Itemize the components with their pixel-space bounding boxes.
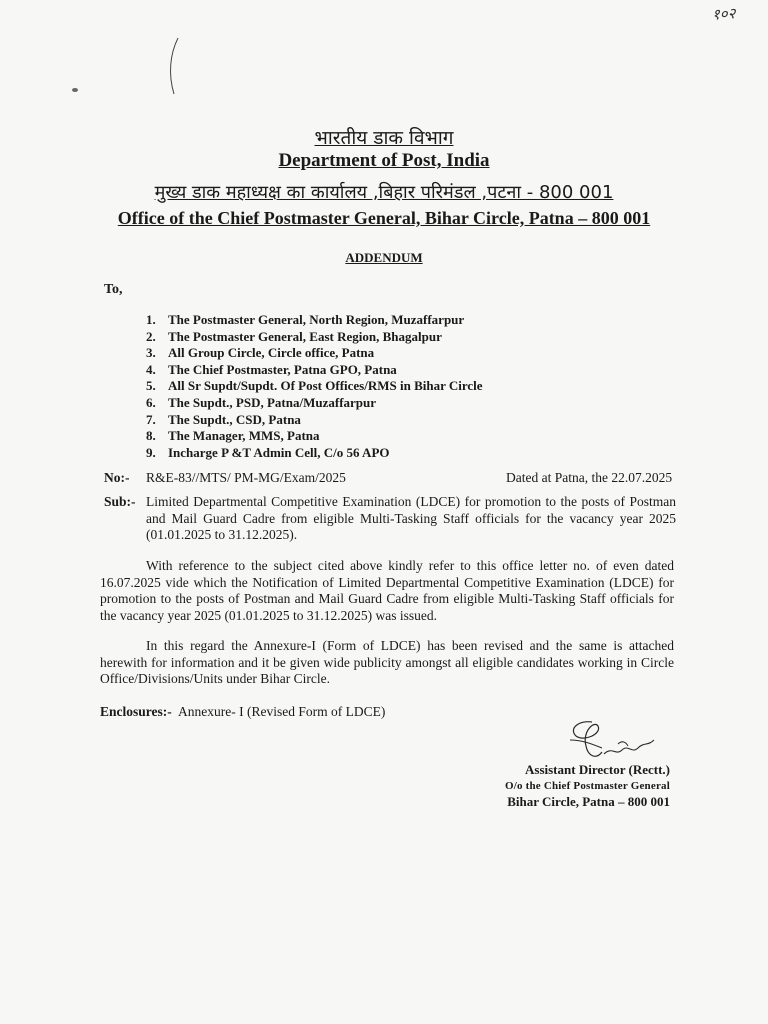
list-item-number: 7. xyxy=(146,411,156,427)
list-item-number: 1. xyxy=(146,312,156,327)
to-label: To, xyxy=(104,282,123,297)
list-item-text: The Supdt., CSD, Patna xyxy=(168,411,301,427)
list-item-text: The Postmaster General, East Region, Bhagalpur xyxy=(168,328,442,344)
dated-line: Dated at Patna, the 22.07.2025 xyxy=(506,470,673,485)
list-item-text: Incharge P &T Admin Cell, C/o 56 APO xyxy=(168,444,390,460)
recipient-list xyxy=(146,312,483,461)
list-item-number: 3. xyxy=(146,345,156,361)
list-item xyxy=(146,312,483,329)
english-office-heading: Office of the Chief Postmaster General, Bihar Circle, Patna – 800 001 xyxy=(117,208,651,228)
list-item-number: 6. xyxy=(146,394,156,410)
enclosures-label: Enclosures:- xyxy=(100,704,172,719)
signatory-circle: Bihar Circle, Patna – 800 001 xyxy=(507,794,670,809)
signatory-title: Assistant Director (Rectt.) xyxy=(525,762,670,777)
page-number-annotation: १०२ xyxy=(711,6,737,24)
subject-label: Sub:- xyxy=(104,494,136,509)
list-item xyxy=(146,362,483,379)
list-item xyxy=(146,329,483,346)
subject-text: Limited Departmental Competitive Examination (LDCE) for promotion to the posts of Postman and Mail Guard Cadre from eligible Multi-Tasking Staff officials for the vacancy year 2025 (01.01.2025 to 31.12.2025). xyxy=(146,494,676,542)
ink-dot xyxy=(72,88,78,92)
list-item xyxy=(146,428,483,445)
enclosures-text: Annexure- I (Revised Form of LDCE) xyxy=(178,704,386,719)
pen-mark xyxy=(168,36,180,96)
signature-block xyxy=(470,762,670,810)
list-item-text: The Supdt., PSD, Patna/Muzaffarpur xyxy=(168,394,377,410)
list-item xyxy=(146,378,483,395)
list-item-text: The Manager, MMS, Patna xyxy=(168,428,320,444)
list-item xyxy=(146,412,483,429)
list-item-number: 9. xyxy=(146,444,156,460)
english-department-heading: Department of Post, India xyxy=(278,150,490,171)
list-item-text: The Chief Postmaster, Patna GPO, Patna xyxy=(168,361,397,377)
list-item-number: 8. xyxy=(146,428,156,444)
list-item-text: All Group Circle, Circle office, Patna xyxy=(168,345,375,361)
addendum-title: ADDENDUM xyxy=(345,250,423,265)
reference-label: No:- xyxy=(104,470,130,485)
list-item xyxy=(146,345,483,362)
list-item-number: 2. xyxy=(146,328,156,344)
hindi-office-heading: मुख्य डाक महाध्यक्ष का कार्यालय ,बिहार परिमंडल ,पटना - 800 001 xyxy=(154,182,614,203)
body-paragraph-1: With reference to the subject cited above kindly refer to this office letter no. of even dated 16.07.2025 vide which the Notification of Limited Departmental Competitive Examination (LDCE) for promotion to the posts of Postman and Mail Guard Cadre from eligible Multi-Tasking Staff officials for the vacancy year 2025 (01.01.2025 to 31.12.2025) was issued. xyxy=(100,558,674,623)
list-item-number: 5. xyxy=(146,378,156,394)
hindi-department-heading: भारतीय डाक विभाग xyxy=(314,127,454,149)
reference-number: R&E-83//MTS/ PM-MG/Exam/2025 xyxy=(146,470,346,485)
list-item-text: All Sr Supdt/Supdt. Of Post Offices/RMS in Bihar Circle xyxy=(168,378,483,394)
body-paragraph-2: In this regard the Annexure-I (Form of LDCE) has been revised and the same is attached herewith for information and it be given wide publicity amongst all eligible candidates working in Circle Office/Divisions/Units under Bihar Circle. xyxy=(100,638,674,686)
list-item-text: The Postmaster General, North Region, Muzaffarpur xyxy=(168,312,465,327)
signatory-office: O/o the Chief Postmaster General xyxy=(504,780,670,792)
list-item xyxy=(146,445,483,462)
list-item-number: 4. xyxy=(146,361,156,377)
list-item xyxy=(146,395,483,412)
